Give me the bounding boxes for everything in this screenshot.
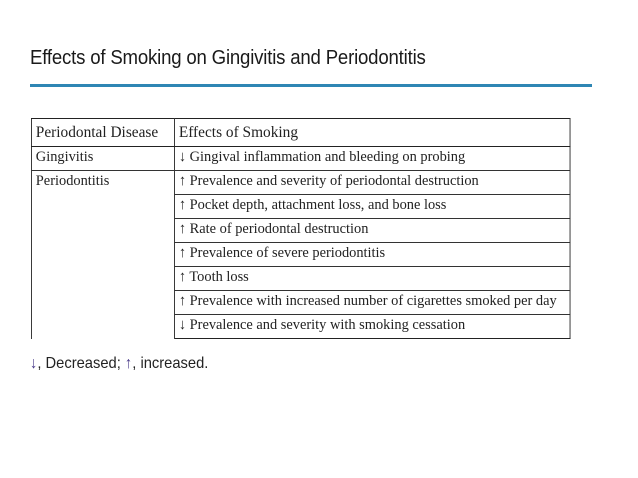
effect-cell: ↑ Prevalence and severity of periodontal destruction xyxy=(175,171,571,195)
table-row xyxy=(31,171,570,195)
effect-cell: ↑ Tooth loss xyxy=(175,267,571,291)
disease-cell: Gingivitis xyxy=(31,147,174,171)
effect-cell: ↑ Prevalence of severe periodontitis xyxy=(175,243,571,267)
header-effects-of-smoking: Effects of Smoking xyxy=(175,119,571,147)
effect-cell: ↓ Prevalence and severity with smoking cessation xyxy=(175,315,571,339)
up-arrow-icon: ↑ xyxy=(124,355,133,372)
title-underline xyxy=(30,84,592,87)
table-footnote xyxy=(30,355,208,373)
effect-cell: ↑ Rate of periodontal destruction xyxy=(175,219,571,243)
effect-cell: ↑ Pocket depth, attachment loss, and bone loss xyxy=(175,195,571,219)
legend-down-text: , Decreased; xyxy=(37,355,125,372)
header-periodontal-disease: Periodontal Disease xyxy=(31,119,174,147)
effect-cell: ↓ Gingival inflammation and bleeding on probing xyxy=(175,147,571,171)
table-header-row xyxy=(31,119,570,147)
effect-cell: ↑ Prevalence with increased number of cigarettes smoked per day xyxy=(175,291,571,315)
disease-cell: Periodontitis xyxy=(31,171,174,339)
down-arrow-icon: ↓ xyxy=(30,355,38,372)
smoking-effects-table xyxy=(31,118,571,339)
slide-title: Effects of Smoking on Gingivitis and Periodontitis xyxy=(30,47,426,69)
legend-up-text: , increased. xyxy=(132,355,209,372)
table-row xyxy=(31,147,570,171)
